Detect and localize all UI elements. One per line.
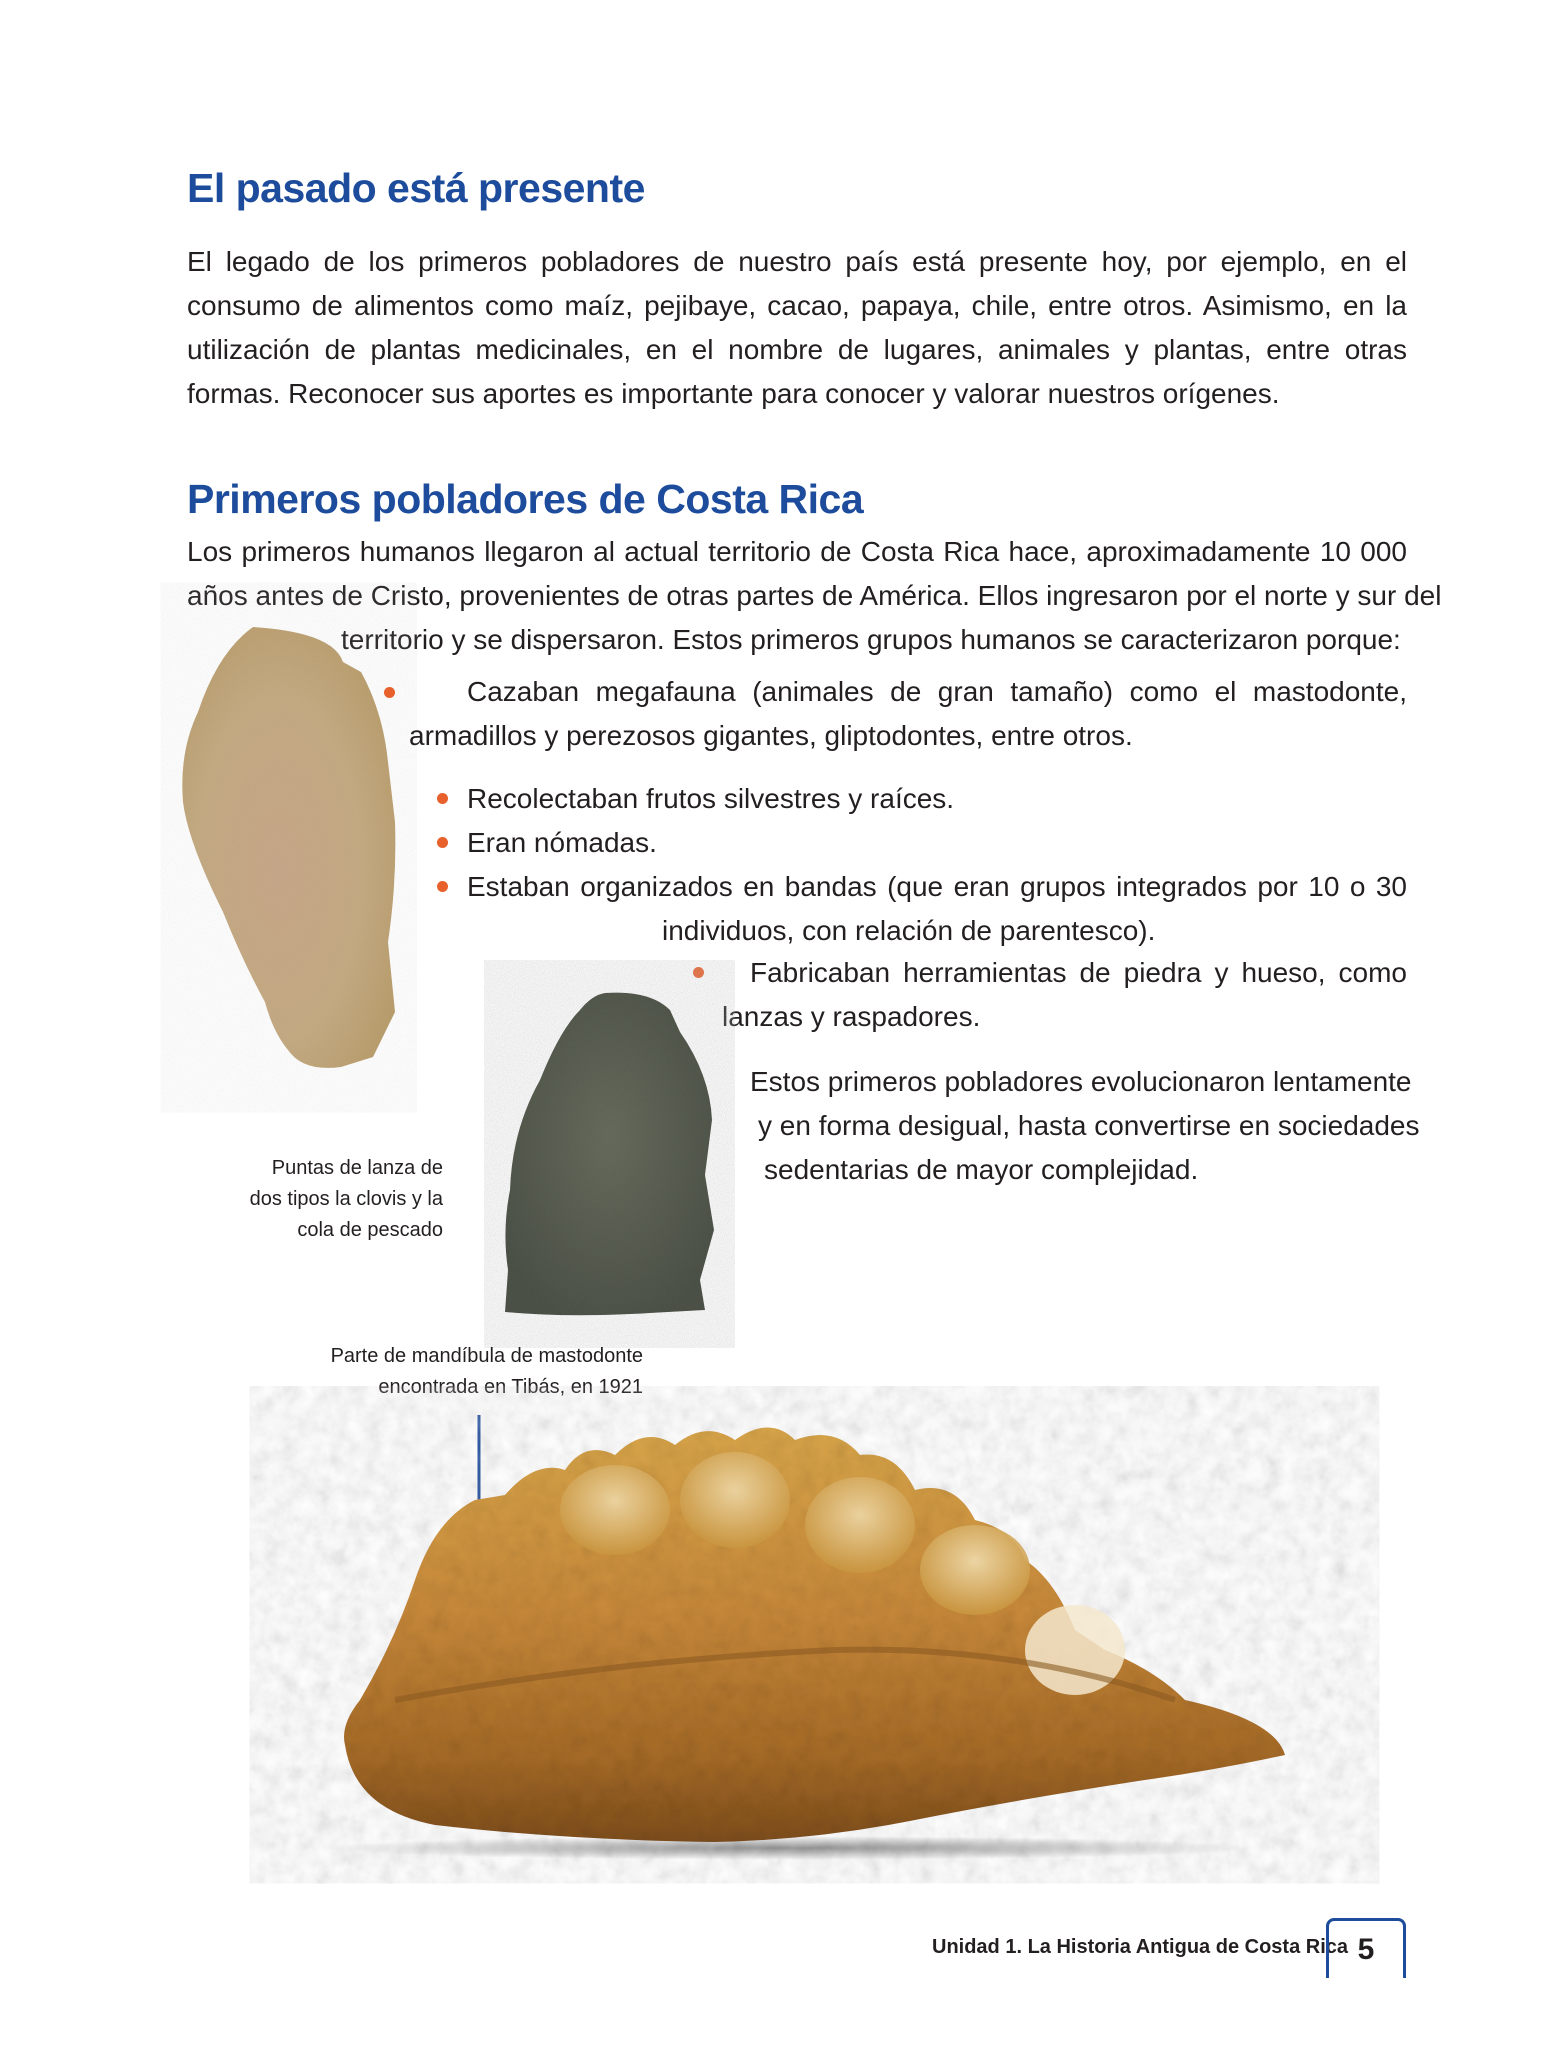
closing-line-1: Estos primeros pobladores evolucionaron lentamente (750, 1066, 1412, 1097)
spearhead-fishtail-image (500, 990, 715, 1320)
spearhead-clovis-image (183, 622, 443, 1072)
bullet-dot-4 (437, 881, 448, 892)
intro-line-2: años antes de Cristo, provenientes de otras partes de América. Ellos ingresaron por el norte y sur del (187, 580, 1442, 611)
section-title-primeros-pobladores: Primeros pobladores de Costa Rica (187, 476, 864, 522)
caption-spearheads-line-3: cola de pescado (297, 1219, 443, 1241)
bullet-dot-2 (437, 793, 448, 804)
caption-mandible (300, 1341, 643, 1403)
mastodon-mandible-image (315, 1400, 1305, 1870)
caption-spearheads-line-1: Puntas de lanza de (271, 1157, 443, 1179)
closing-line-2: y en forma desigual, hasta convertirse en sociedades (758, 1110, 1420, 1141)
bullet-3-text: Eran nómadas. (467, 827, 657, 858)
bullet-1-line-2: armadillos y perezosos gigantes, gliptodontes, entre otros. (409, 720, 1133, 751)
caption-spearheads-line-2: dos tipos la clovis y la (249, 1188, 443, 1210)
page-number: 5 (1326, 1918, 1406, 1978)
bullet-4-line-2: individuos, con relación de parentesco). (662, 915, 1156, 946)
bullet-5-line-2: lanzas y raspadores. (722, 1001, 981, 1032)
caption-mandible-line-1: Parte de mandíbula de mastodonte (330, 1345, 643, 1367)
caption-mandible-line-2: encontrada en Tibás, en 1921 (378, 1376, 643, 1398)
bullet-dot-3 (437, 837, 448, 848)
section-paragraph-pasado: El legado de los primeros pobladores de nuestro país está presente hoy, por ejemplo, en el consumo de alimentos como maíz, pejibaye, cacao, papaya, chile, entre otros. Asimismo, en la utilización de plantas medicinales, en el nombre de lugares, animales y plantas, entre otras formas. Reconocer sus aportes es importante para conocer y valorar nuestros orígenes. (187, 246, 1407, 409)
bullet-2-text: Recolectaban frutos silvestres y raíces. (467, 783, 955, 814)
bullet-dot-5 (693, 967, 704, 978)
bullet-1-line-1: Cazaban megafauna (animales de gran tamaño) como el mastodonte, (467, 676, 1407, 707)
bullet-dot-1 (384, 687, 395, 698)
bullet-5-line-1: Fabricaban herramientas de piedra y hueso, como (750, 957, 1407, 988)
footer-unit-title: Unidad 1. La Historia Antigua de Costa Rica (932, 1936, 1348, 1958)
intro-line-3: territorio y se dispersaron. Estos primeros grupos humanos se caracterizaron porque: (341, 624, 1401, 655)
section-title-pasado: El pasado está presente (187, 165, 645, 211)
bullet-4-line-1: Estaban organizados en bandas (que eran grupos integrados por 10 o 30 (467, 871, 1407, 902)
intro-line-1: Los primeros humanos llegaron al actual territorio de Costa Rica hace, aproximadamente 10 000 (187, 536, 1407, 567)
caption-spearheads (230, 1153, 443, 1246)
closing-line-3: sedentarias de mayor complejidad. (764, 1154, 1199, 1185)
